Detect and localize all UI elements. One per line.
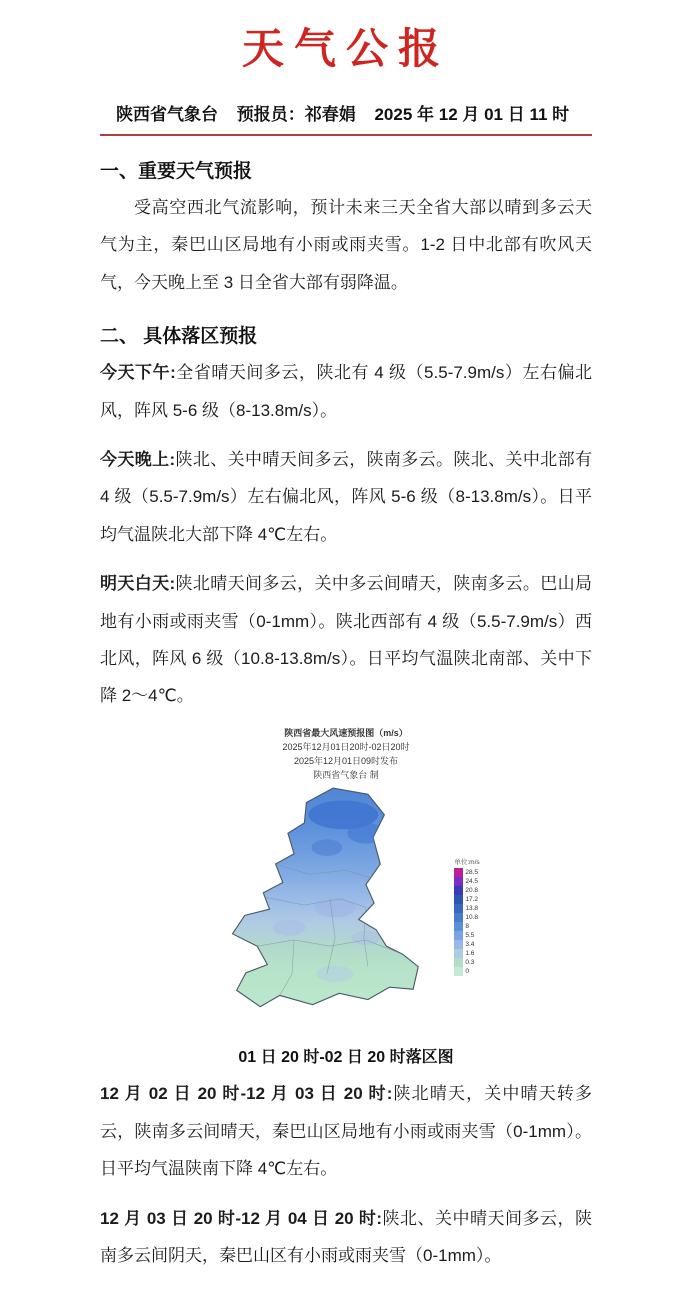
legend-tick-label: 3.4 xyxy=(465,941,475,949)
legend-tick-label: 20.8 xyxy=(465,887,479,895)
par-lead: 12 月 03 日 20 时-12 月 04 日 20 时: xyxy=(100,1208,382,1228)
legend-title: 单位:m/s xyxy=(454,858,480,866)
forecast-par-tomorrow xyxy=(100,565,592,715)
par-lead: 今天晚上: xyxy=(100,449,176,469)
forecast-par-afternoon xyxy=(100,354,592,429)
legend-tick-label: 0 xyxy=(465,968,469,976)
legend-tick-label: 13.8 xyxy=(465,905,479,913)
legend-tick-label: 8 xyxy=(465,923,469,931)
par-lead: 今天下午: xyxy=(100,363,176,383)
legend-color-swatch xyxy=(454,922,463,931)
section1-paragraph: 受高空西北气流影响，预计未来三天全省大部以晴到多云天气为主，秦巴山区局地有小雨或雨夹雪。1-2 日中北部有吹风天气，今天晚上至 3 日全省大部有弱降温。 xyxy=(100,198,592,292)
par-text: 全省晴天间多云，陕北有 4 级（5.5-7.9m/s）左右偏北风，阵风 5-6 级（8-13.8m/s）。 xyxy=(100,363,592,420)
map-legend xyxy=(454,857,479,976)
par-text: 陕北、关中晴天间多云，陕南多云。陕北、关中北部有 4 级（5.5-7.9m/s）左右偏北风，阵风 5-6 级（8-13.8m/s）。日平均气温陕北大部下降 4℃左右。 xyxy=(100,449,592,544)
legend-color-swatch xyxy=(454,877,463,886)
legend-color-swatch xyxy=(454,868,463,877)
legend-color-swatch xyxy=(454,895,463,904)
legend-color-swatch xyxy=(454,931,463,940)
legend-tick-label: 5.5 xyxy=(465,932,475,940)
map-title-line3: 2025年12月01日09时发布 xyxy=(293,755,399,766)
map-title-line2: 2025年12月01日20时-02日20时 xyxy=(282,741,410,752)
legend-row xyxy=(454,940,478,949)
issue-info-line xyxy=(100,100,592,136)
legend-row xyxy=(454,913,478,922)
legend-row xyxy=(454,886,478,895)
legend-row xyxy=(454,868,478,877)
map-title-line1: 陕西省最大风速预报图（m/s） xyxy=(284,727,408,738)
legend-color-swatch xyxy=(454,958,463,967)
legend-color-swatch xyxy=(454,886,463,895)
legend-color-swatch xyxy=(454,967,463,976)
legend-row xyxy=(454,895,478,904)
map-title-line4: 陕西省气象台 制 xyxy=(313,769,379,780)
forecast-par-tonight xyxy=(100,441,592,553)
legend-tick-label: 1.6 xyxy=(465,950,475,958)
forecast-par-day3 xyxy=(100,1200,592,1275)
legend-color-swatch xyxy=(454,904,463,913)
page-title: 天气公报 xyxy=(241,25,450,72)
legend-color-swatch xyxy=(454,913,463,922)
legend-tick-label: 28.5 xyxy=(465,869,479,877)
legend-row xyxy=(454,877,478,886)
forecast-par-day2 xyxy=(100,1075,592,1187)
legend-row xyxy=(454,949,478,958)
issue-datetime: 2025 年 12 月 01 日 11 时 xyxy=(374,105,570,124)
par-text: 陕北晴天间多云，关中多云间晴天，陕南多云。巴山局地有小雨或雨夹雪（0-1mm）。陕北西部有 4 级（5.5-7.9m/s）西北风，阵风 6 级（10.8-13.8m/s）。日平均气温陕北南部、关中下降 2～4℃。 xyxy=(100,574,592,706)
map-title-block xyxy=(100,727,592,783)
legend-tick-label: 17.2 xyxy=(465,896,479,904)
legend-color-swatch xyxy=(454,940,463,949)
wind-forecast-map-figure xyxy=(100,727,592,1019)
legend-tick-label: 10.8 xyxy=(465,914,479,922)
legend-tick-label: 0.3 xyxy=(465,959,475,967)
issuer-name: 陕西省气象台 xyxy=(116,105,218,124)
par-text: 陕北、关中晴天间多云，陕南多云间阴天，秦巴山区有小雨或雨夹雪（0-1mm）。 xyxy=(100,1208,592,1265)
par-lead: 明天白天: xyxy=(100,574,176,594)
map-caption: 01 日 20 时-02 日 20 时落区图 xyxy=(238,1049,454,1067)
legend-color-swatch xyxy=(454,949,463,958)
section1-heading: 一、重要天气预报 xyxy=(100,161,253,182)
legend-tick-label: 24.5 xyxy=(465,878,479,886)
legend-row xyxy=(454,931,478,940)
par-lead: 12 月 02 日 20 时-12 月 03 日 20 时: xyxy=(100,1084,393,1104)
section2-heading: 二、 具体落区预报 xyxy=(100,326,258,348)
par-text: 陕北晴天，关中晴天转多云，陕南多云间晴天，秦巴山区局地有小雨或雨夹雪（0-1mm）。日平均气温陕南下降 4℃左右。 xyxy=(100,1084,592,1179)
legend-row xyxy=(454,967,478,976)
legend-row xyxy=(454,958,478,967)
map-legend-scale xyxy=(454,868,478,976)
shaanxi-province-map xyxy=(212,784,448,1018)
legend-row xyxy=(454,904,478,913)
forecaster-name: 预报员：祁春娟 xyxy=(236,105,356,124)
legend-row xyxy=(454,922,478,931)
